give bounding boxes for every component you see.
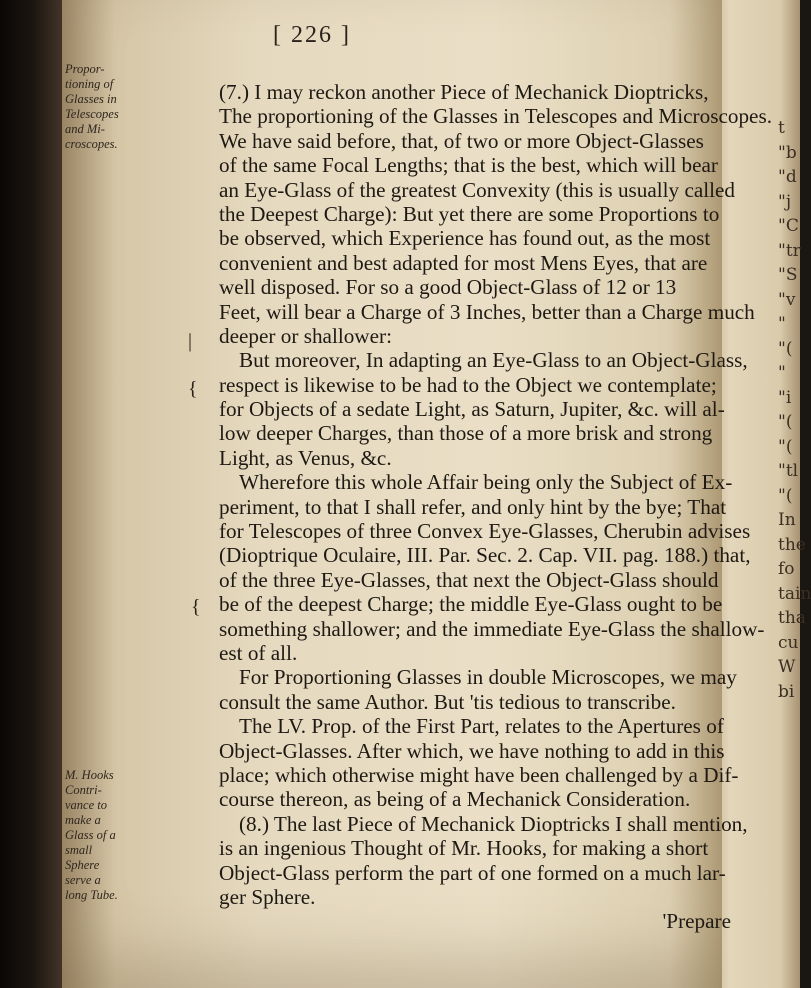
- text-line: be of the deepest Charge; the middle Eye-Glass ought to be: [219, 592, 723, 617]
- facing-fragment: "(: [778, 339, 793, 359]
- margin-note-line: serve a: [65, 873, 101, 887]
- text-line: for Telescopes of three Convex Eye-Glasses, Cherubin advises: [219, 519, 751, 544]
- margin-note-line: M. Hooks: [65, 768, 114, 782]
- text-line: Wherefore this whole Affair being only the Subject of Ex-: [239, 470, 733, 495]
- facing-fragment: the: [778, 535, 806, 555]
- margin-note-proportioning: [65, 62, 125, 152]
- text-line: is an ingenious Thought of Mr. Hooks, for making a short: [219, 836, 709, 861]
- text-line: But moreover, In adapting an Eye-Glass to an Object-Glass,: [239, 348, 748, 373]
- facing-fragment: cu: [778, 633, 799, 653]
- facing-fragment: tain: [778, 584, 811, 604]
- text-line: ger Sphere.: [219, 884, 316, 909]
- facing-fragment: "S: [778, 265, 798, 285]
- text-line: of the same Focal Lengths; that is the best, which will bear: [219, 153, 718, 178]
- margin-note-line: make a: [65, 813, 101, 827]
- margin-note-line: Glasses in: [65, 92, 117, 106]
- margin-note-line: small: [65, 843, 93, 857]
- margin-note-line: Contri-: [65, 783, 102, 797]
- facing-fragment: "(: [778, 412, 793, 432]
- facing-fragment: "(: [778, 437, 793, 457]
- facing-fragment: bi: [778, 682, 795, 702]
- facing-fragment: "v: [778, 290, 796, 310]
- text-line: Object-Glass perform the part of one formed on a much lar-: [219, 860, 726, 885]
- text-line: The proportioning of the Glasses in Telescopes and Microscopes.: [219, 104, 772, 129]
- text-line: periment, to that I shall refer, and only hint by the bye; That: [219, 494, 727, 519]
- text-line: (7.) I may reckon another Piece of Mechanick Dioptricks,: [219, 80, 709, 104]
- text-line: low deeper Charges, than those of a more brisk and strong: [219, 421, 713, 446]
- handwritten-bracket: {: [188, 378, 198, 400]
- text-line: an Eye-Glass of the greatest Convexity (this is usually called: [219, 177, 736, 202]
- margin-note-line: Propor-: [65, 62, 105, 76]
- text-line: deeper or shallower:: [219, 323, 392, 348]
- text-line: for Objects of a sedate Light, as Saturn, Jupiter, &c. will al-: [219, 397, 725, 422]
- facing-fragment: "tr: [778, 241, 801, 261]
- body-text: [219, 80, 772, 934]
- text-line: something shallower; and the immediate Eye-Glass the shallow-: [219, 616, 765, 641]
- text-line: Object-Glasses. After which, we have nothing to add in this: [219, 738, 725, 763]
- text-line: The LV. Prop. of the First Part, relates to the Apertures of: [239, 714, 724, 739]
- margin-note-line: Telescopes: [65, 107, 119, 121]
- facing-fragment: "b: [778, 143, 797, 163]
- margin-note-line: and Mi-: [65, 122, 105, 136]
- handwritten-bracket: {: [191, 596, 201, 618]
- text-line: convenient and best adapted for most Mens Eyes, that are: [219, 250, 708, 275]
- text-line: We have said before, that, of two or more Object-Glasses: [219, 128, 704, 153]
- page-number: [ 226 ]: [273, 22, 351, 48]
- facing-fragment: fo: [778, 559, 795, 579]
- text-line: Light, as Venus, &c.: [219, 445, 392, 470]
- facing-fragment: "C: [778, 216, 799, 236]
- margin-note-hooks: [65, 768, 125, 903]
- text-line: For Proportioning Glasses in double Microscopes, we may: [239, 665, 737, 690]
- facing-fragment: W: [778, 657, 796, 677]
- text-line: (Dioptrique Oculaire, III. Par. Sec. 2. Cap. VII. pag. 188.) that,: [219, 543, 751, 568]
- facing-fragment: ": [778, 363, 786, 383]
- margin-note-line: croscopes.: [65, 137, 118, 151]
- facing-fragment: ": [778, 314, 786, 334]
- margin-note-line: Sphere: [65, 858, 100, 872]
- text-line: est of all.: [219, 640, 298, 665]
- handwritten-bracket: |: [188, 330, 193, 352]
- text-line: (8.) The last Piece of Mechanick Dioptricks I shall mention,: [239, 811, 748, 836]
- facing-fragment: "j: [778, 192, 792, 212]
- text-line: place; which otherwise might have been challenged by a Dif-: [219, 762, 739, 787]
- margin-note-line: tioning of: [65, 77, 114, 91]
- text-line: be observed, which Experience has found out, as the most: [219, 226, 711, 251]
- facing-fragment: t: [778, 118, 785, 138]
- text-line: the Deepest Charge): But yet there are some Proportions to: [219, 201, 720, 226]
- facing-fragment: "(: [778, 486, 793, 506]
- margin-note-line: vance to: [65, 798, 107, 812]
- text-line: consult the same Author. But 'tis tedious to transcribe.: [219, 689, 676, 714]
- text-line: respect is likewise to be had to the Object we contemplate;: [219, 372, 717, 397]
- facing-fragment: In: [778, 510, 796, 530]
- facing-fragment: "tl: [778, 461, 799, 481]
- facing-fragment: tha: [778, 608, 806, 628]
- facing-fragment: "i: [778, 388, 792, 408]
- margin-note-line: Glass of a: [65, 828, 116, 842]
- text-line: well disposed. For so a good Object-Glass of 12 or 13: [219, 275, 677, 300]
- text-line: of the three Eye-Glasses, that next the Object-Glass should: [219, 567, 719, 592]
- text-line: course thereon, as being of a Mechanick Consideration.: [219, 787, 691, 812]
- facing-fragment: "d: [778, 167, 797, 187]
- catchword: 'Prepare: [662, 909, 731, 934]
- margin-note-line: long Tube.: [65, 888, 118, 902]
- text-line: Feet, will bear a Charge of 3 Inches, better than a Charge much: [219, 299, 755, 324]
